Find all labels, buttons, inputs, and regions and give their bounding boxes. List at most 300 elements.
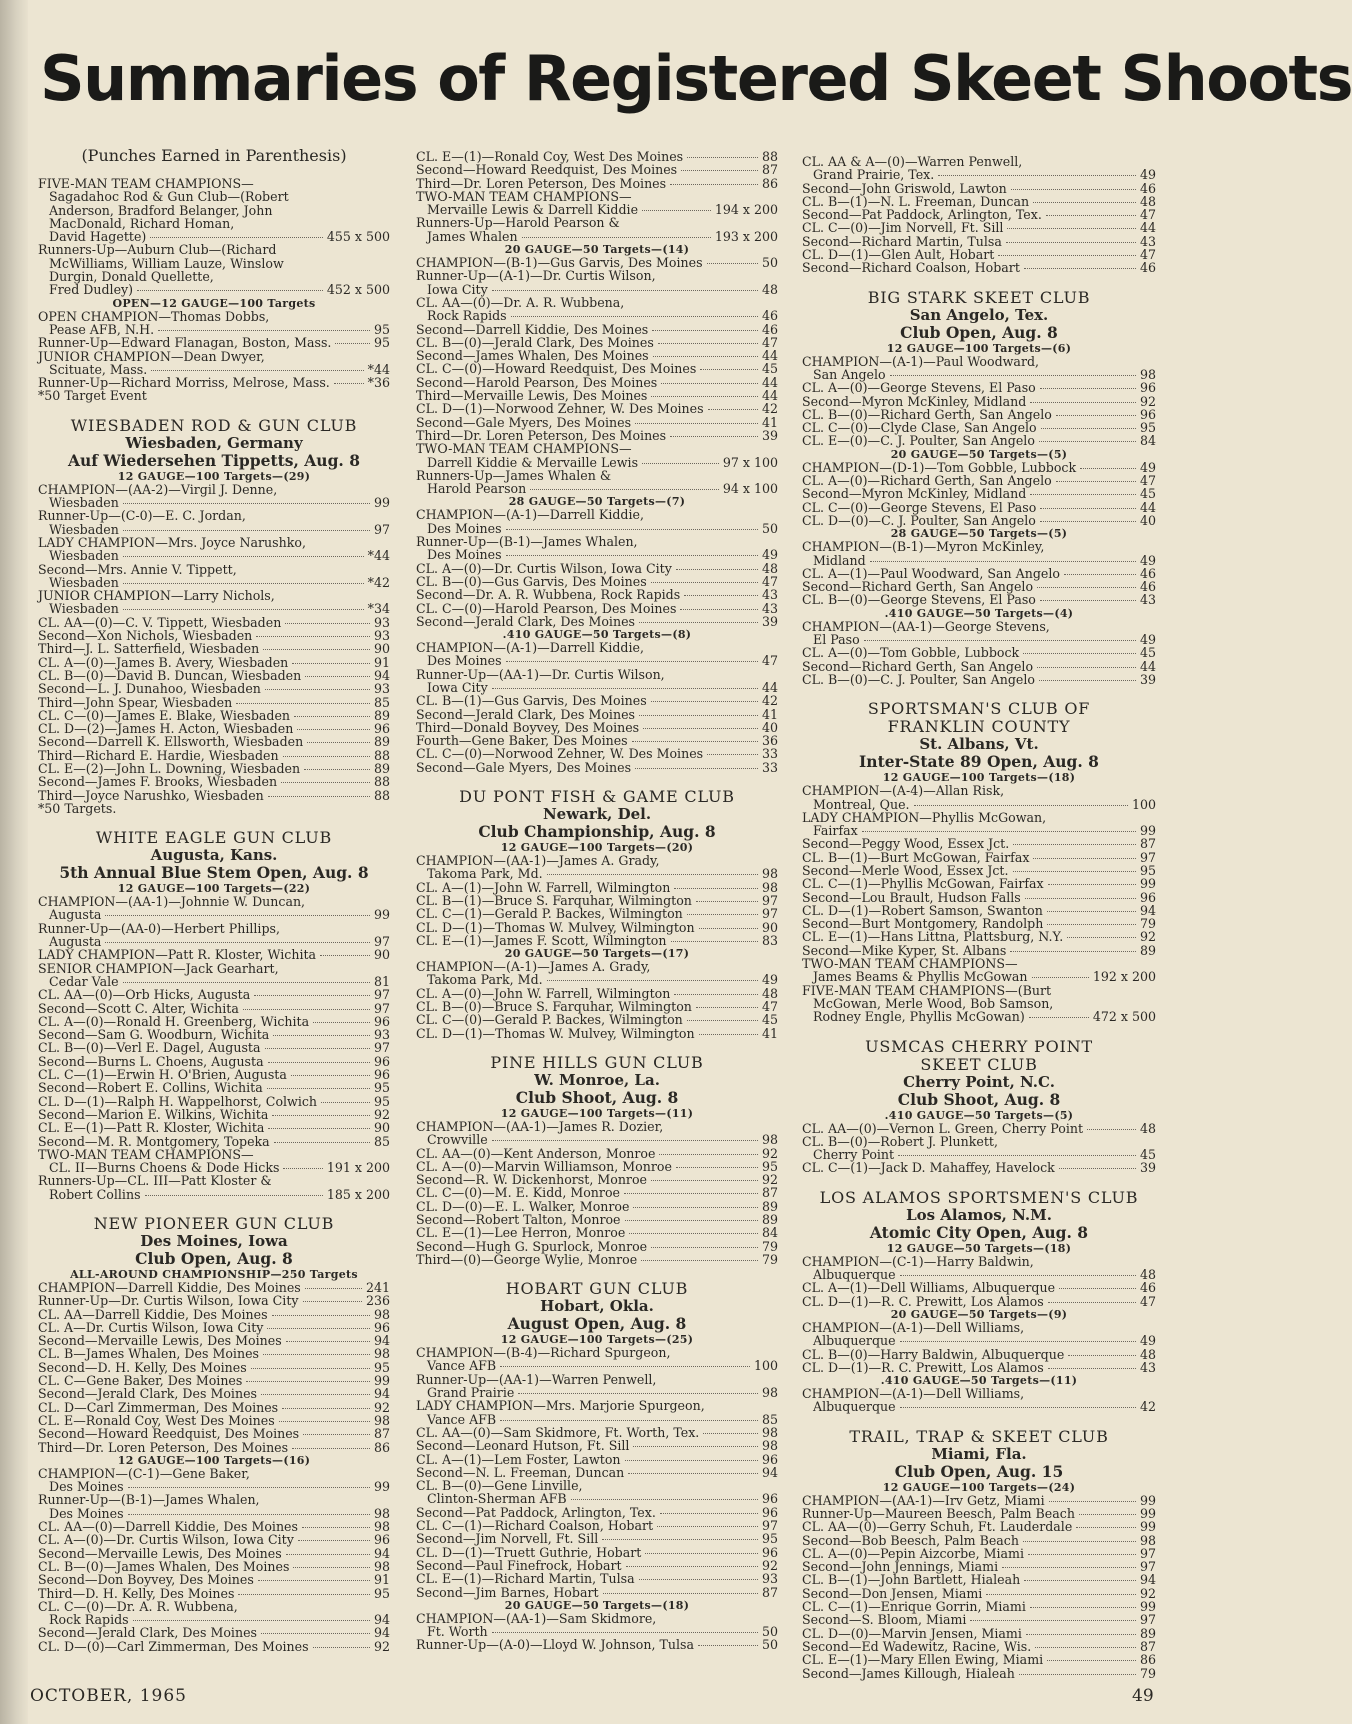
result-row	[38, 1560, 390, 1573]
result-score: 96	[761, 1451, 778, 1467]
result-row	[416, 747, 778, 760]
result-score: 44	[761, 679, 778, 695]
result-row	[802, 1494, 1156, 1507]
result-name: Second—Mervaille Lewis, Des Moines	[38, 1333, 282, 1349]
result-score: 192 x 200	[1092, 969, 1156, 985]
dot-leader	[123, 556, 364, 557]
event-heading: 12 GAUGE—100 Targets—(29)	[117, 469, 311, 483]
dot-leader	[321, 1102, 370, 1103]
result-name: CL. C—(1)—Richard Coalson, Hobart	[416, 1518, 654, 1534]
result-score: 85	[373, 694, 390, 710]
result-score: 49	[1139, 167, 1156, 183]
text-line: *50 Target Event	[38, 388, 147, 404]
dot-leader	[292, 663, 370, 664]
dot-leader	[123, 530, 370, 531]
club-name: DU PONT FISH & GAME CLUB	[459, 787, 735, 807]
result-name: Augusta	[49, 934, 102, 950]
result-score: 94	[373, 667, 390, 683]
event-heading: .410 GAUGE—50 Targets—(5)	[884, 1108, 1074, 1122]
dot-leader	[708, 409, 758, 410]
text-line: CHAMPION—(A-1)—James A. Grady,	[416, 959, 651, 975]
dot-leader	[633, 1446, 758, 1447]
result-score: 50	[761, 1624, 778, 1640]
event-name: Club Shoot, Aug. 8	[897, 1089, 1061, 1109]
result-name: CL. B—(0)—George Stevens, El Paso	[802, 592, 1036, 608]
result-name: Albuquerque	[813, 1267, 896, 1283]
result-score: 50	[761, 1637, 778, 1653]
result-name: Second—Paul Finefrock, Hobart	[416, 1557, 622, 1573]
result-name: CL. D—(1)—R. C. Prewitt, Los Alamos	[802, 1359, 1044, 1375]
dot-leader	[1033, 858, 1136, 859]
result-row	[38, 616, 390, 629]
result-score: 93	[373, 681, 390, 697]
result-name: CL. C—(1)—Gerald P. Backes, Wilmington	[416, 906, 683, 922]
result-row	[802, 1400, 1156, 1413]
result-score: 36	[761, 733, 778, 749]
dot-leader	[642, 210, 711, 211]
result-score: 98	[373, 1519, 390, 1535]
result-name: CL. B—(1)—Bruce S. Farquhar, Wilmington	[416, 892, 692, 908]
result-row	[38, 1334, 390, 1347]
result-row	[416, 654, 778, 667]
result-score: 97	[761, 906, 778, 922]
result-name: CL. A—(0)—James B. Avery, Wiesbaden	[38, 654, 289, 670]
text-line: CL. B—(0)—Robert J. Plunkett,	[802, 1133, 998, 1149]
result-row	[802, 461, 1156, 474]
result-score: 98	[761, 1424, 778, 1440]
result-row	[802, 1010, 1156, 1023]
result-score: 46	[1139, 579, 1156, 595]
text-line: CHAMPION—(B-4)—Richard Spurgeon,	[416, 1345, 671, 1361]
event-heading: 20 GAUGE—50 Targets—(9)	[890, 1307, 1068, 1321]
dot-leader	[304, 769, 370, 770]
event-heading: 12 GAUGE—100 Targets—(22)	[117, 882, 311, 896]
result-row	[802, 660, 1156, 673]
result-row	[416, 1027, 778, 1040]
column-1	[38, 145, 390, 1653]
dot-leader	[1064, 574, 1136, 575]
result-name: Takoma Park, Md.	[427, 972, 543, 988]
result-row	[38, 376, 390, 389]
result-name: CL. E—(0)—C. J. Poulter, San Angelo	[802, 433, 1035, 449]
dot-leader	[547, 980, 758, 981]
result-score: 88	[373, 787, 390, 803]
dot-leader	[243, 1009, 370, 1010]
dot-leader	[261, 1633, 370, 1634]
result-row	[416, 615, 778, 628]
result-row	[38, 549, 390, 562]
dot-leader	[696, 1007, 758, 1008]
dot-leader	[1041, 428, 1136, 429]
result-row	[416, 389, 778, 402]
dot-leader	[268, 1062, 370, 1063]
result-score: 92	[1139, 393, 1156, 409]
dot-leader	[286, 1554, 370, 1555]
result-name: LADY CHAMPION—Patt R. Kloster, Wichita	[38, 947, 317, 963]
text-line: CHAMPION—(AA-1)—James A. Grady,	[416, 853, 660, 869]
event-heading: 20 GAUGE—50 Targets—(18)	[504, 1598, 690, 1612]
subtitle: (Punches Earned in Parenthesis)	[81, 146, 347, 165]
result-name: Third—Dr. Loren Peterson, Des Moines	[416, 427, 667, 443]
dot-leader	[699, 1034, 758, 1035]
result-score: 79	[761, 1238, 778, 1254]
dot-leader	[128, 1487, 370, 1488]
dot-leader	[297, 729, 370, 730]
page-title: Summaries of Registered Skeet Shoots	[40, 42, 1352, 115]
dot-leader	[1006, 242, 1136, 243]
event-heading: 12 GAUGE—50 Targets—(18)	[886, 1241, 1072, 1255]
result-name: Fred Dudley)	[49, 282, 134, 298]
dot-leader	[684, 595, 758, 596]
dot-leader	[1030, 402, 1136, 403]
dot-leader	[291, 1075, 370, 1076]
dot-leader	[303, 1301, 362, 1302]
result-row	[416, 1426, 778, 1439]
result-score: 96	[373, 1319, 390, 1335]
result-row	[38, 988, 390, 1001]
result-name: CL. A—(0)—John W. Farrell, Wilmington	[416, 985, 671, 1001]
result-row	[38, 336, 390, 349]
result-row	[802, 851, 1156, 864]
dot-leader	[898, 1155, 1136, 1156]
result-name: CL. AA—(0)—Sam Skidmore, Ft. Worth, Tex.	[416, 1424, 700, 1440]
dot-leader	[265, 1048, 370, 1049]
result-name: CL. C—(0)—Gerald P. Backes, Wilmington	[416, 1012, 683, 1028]
club-location: Des Moines, Iowa	[140, 1232, 288, 1250]
result-row	[416, 907, 778, 920]
result-row	[802, 864, 1156, 877]
result-name: Second—Richard Martin, Tulsa	[802, 233, 1002, 249]
result-name: Second—Jerald Clark, Des Moines	[38, 1386, 257, 1402]
result-score: 241	[365, 1280, 390, 1295]
text-line: CHAMPION—(C-1)—Gene Baker,	[38, 1465, 250, 1481]
result-name: Runner-Up—(A-0)—Lloyd W. Johnson, Tulsa	[416, 1637, 695, 1653]
dot-leader	[1056, 481, 1136, 482]
result-row	[38, 1188, 390, 1201]
dot-leader	[1068, 1355, 1136, 1356]
result-name: Third—J. L. Satterfield, Wiesbaden	[38, 641, 260, 657]
dot-leader	[1037, 667, 1136, 668]
result-name: CL. E—Ronald Coy, West Des Moines	[38, 1412, 275, 1428]
result-name: Second—M. R. Montgomery, Topeka	[38, 1133, 270, 1149]
result-score: *42	[367, 574, 390, 590]
text-line: CL. B—(0)—Gene Linville,	[416, 1478, 583, 1494]
result-row	[802, 1627, 1156, 1640]
result-row	[802, 487, 1156, 500]
text-line: Sagadahoc Rod & Gun Club—(Robert	[49, 189, 289, 205]
result-score: 42	[761, 401, 778, 417]
result-score: 97	[1139, 1545, 1156, 1561]
dot-leader	[703, 1433, 758, 1434]
result-score: 84	[761, 1225, 778, 1241]
event-name: Club Open, Aug. 15	[894, 1461, 1064, 1481]
result-name: CL. D—(1)—Thomas W. Mulvey, Wilmington	[416, 1025, 695, 1041]
page-binding-edge	[0, 0, 28, 1724]
result-name: Des Moines	[49, 1505, 124, 1521]
result-name: Clinton-Sherman AFB	[427, 1491, 567, 1507]
result-score: 94 x 100	[722, 481, 778, 497]
result-row	[38, 682, 390, 695]
result-score: 94	[1139, 902, 1156, 918]
result-score: 89	[373, 707, 390, 723]
dot-leader	[1029, 1017, 1089, 1018]
result-score: 99	[373, 1373, 390, 1389]
result-name: Ft. Worth	[427, 1624, 488, 1640]
result-score: 33	[761, 746, 778, 762]
event-heading: 12 GAUGE—100 Targets—(24)	[882, 1480, 1076, 1494]
dot-leader	[1023, 653, 1136, 654]
result-row	[38, 1613, 390, 1626]
dot-leader	[1048, 884, 1136, 885]
result-name: Second—Scott C. Alter, Wichita	[38, 1000, 239, 1016]
dot-leader	[1030, 494, 1136, 495]
result-score: 93	[373, 628, 390, 644]
result-row	[38, 1441, 390, 1454]
result-score: 33	[761, 759, 778, 775]
result-score: *36	[367, 375, 390, 391]
result-score: 90	[761, 919, 778, 935]
result-row	[416, 1572, 778, 1585]
result-name: Second—Howard Reedquist, Des Moines	[38, 1426, 300, 1442]
result-score: 43	[1139, 592, 1156, 608]
result-score: 47	[761, 999, 778, 1015]
result-name: CL. D—(1)—Robert Samson, Swanton	[802, 902, 1043, 918]
event-heading: 12 GAUGE—100 Targets—(25)	[500, 1333, 694, 1347]
dot-leader	[698, 1645, 758, 1646]
result-row	[38, 1427, 390, 1440]
result-row	[802, 798, 1156, 811]
result-score: 49	[761, 972, 778, 988]
result-row	[802, 1361, 1156, 1374]
text-line: CHAMPION—(A-1)—Dell Williams,	[802, 1386, 1025, 1402]
dot-leader	[246, 1381, 370, 1382]
result-row	[802, 1667, 1156, 1680]
result-name: CL. A—(0)—Pepin Aizcorbe, Miami	[802, 1545, 1025, 1561]
result-row	[38, 722, 390, 735]
result-row	[802, 970, 1156, 983]
result-score: 472 x 500	[1092, 1009, 1156, 1025]
club-location: Hobart, Okla.	[540, 1297, 654, 1316]
result-name: CHAMPION—(AA-1)—Irv Getz, Miami	[802, 1492, 1045, 1508]
text-line: LADY CHAMPION—Mrs. Marjorie Spurgeon,	[416, 1398, 705, 1414]
result-score: 96	[1139, 406, 1156, 422]
dot-leader	[639, 1579, 758, 1580]
result-name: CL. AA—(0)—Darrell Kiddie, Des Moines	[38, 1519, 298, 1535]
result-score: 98	[761, 866, 778, 882]
result-row	[416, 177, 778, 190]
text-line: TWO-MAN TEAM CHAMPIONS—	[416, 441, 632, 457]
result-score: 49	[1139, 1333, 1156, 1349]
dot-leader	[286, 1341, 370, 1342]
dot-leader	[1024, 1580, 1136, 1581]
event-heading: OPEN—12 GAUGE—100 Targets	[112, 296, 316, 310]
dot-leader	[492, 290, 758, 291]
result-score: 96	[373, 1067, 390, 1083]
result-score: 98	[1139, 366, 1156, 382]
dot-leader	[890, 375, 1136, 376]
result-name: Second—Robert E. Collins, Wichita	[38, 1080, 263, 1096]
dot-leader	[267, 1088, 370, 1089]
result-name: CL. D—(0)—E. L. Walker, Monroe	[416, 1198, 630, 1214]
result-name: Second—Jerald Clark, Des Moines	[38, 1625, 257, 1641]
result-row	[802, 673, 1156, 686]
result-row	[38, 1640, 390, 1653]
club-name-continued: FRANKLIN COUNTY	[887, 717, 1071, 737]
result-score: 96	[761, 1504, 778, 1520]
result-row	[38, 1068, 390, 1081]
dot-leader	[293, 1567, 370, 1568]
text-line: CHAMPION—(A-1)—Dell Williams,	[802, 1319, 1025, 1335]
result-name: Robert Collins	[49, 1186, 141, 1202]
result-score: 81	[373, 973, 390, 989]
result-name: Second—Hugh G. Spurlock, Monroe	[416, 1238, 648, 1254]
result-name: Runner-Up—Dr. Curtis Wilson, Iowa City	[38, 1293, 299, 1309]
result-name: Second—John Griswold, Lawton	[802, 180, 1007, 196]
dot-leader	[645, 1553, 758, 1554]
result-score: 94	[373, 1612, 390, 1628]
result-score: 44	[1139, 499, 1156, 515]
dot-leader	[626, 1566, 758, 1567]
text-line: Anderson, Bradford Belanger, John	[49, 202, 273, 218]
club-name: TRAIL, TRAP & SKEET CLUB	[849, 1426, 1109, 1446]
result-name: Second—Mike Kyper, St. Albans	[802, 942, 1007, 958]
event-name: Club Open, Aug. 8	[135, 1249, 293, 1268]
dot-leader	[123, 503, 370, 504]
dot-leader	[870, 561, 1136, 562]
result-name: Darrell Kiddie & Mervaille Lewis	[427, 454, 639, 470]
result-name: Second—John Jennings, Miami	[802, 1559, 999, 1575]
result-score: 48	[1139, 1346, 1156, 1362]
result-row	[38, 363, 390, 376]
result-row	[416, 230, 778, 243]
club-name: BIG STARK SKEET CLUB	[867, 287, 1091, 307]
event-name: August Open, Aug. 8	[507, 1314, 687, 1334]
result-score: 47	[1139, 473, 1156, 489]
result-name: CL. D—(1)—Ralph H. Wappelhorst, Colwich	[38, 1093, 318, 1109]
result-row	[802, 1268, 1156, 1281]
dot-leader	[1037, 587, 1136, 588]
text-line: Runner-Up—(B-1)—James Whalen,	[416, 534, 638, 550]
result-name: Second—Richard Gerth, San Angelo	[802, 579, 1034, 595]
club-name: HOBART GUN CLUB	[505, 1279, 689, 1299]
dot-leader	[1011, 189, 1136, 190]
result-score: 97	[373, 1040, 390, 1056]
text-line: *50 Targets.	[38, 800, 117, 816]
result-score: 98	[373, 1306, 390, 1322]
result-name: Second—Bob Beesch, Palm Beach	[802, 1532, 1019, 1548]
result-score: 95	[373, 1093, 390, 1109]
result-name: CL. B—(0)—Harry Baldwin, Albuquerque	[802, 1346, 1065, 1362]
result-row	[416, 150, 778, 163]
result-row	[802, 904, 1156, 917]
result-score: 94	[1139, 1572, 1156, 1588]
result-row	[416, 1160, 778, 1173]
result-score: 95	[1139, 862, 1156, 878]
result-name: Wiesbaden	[49, 521, 119, 537]
dot-leader	[320, 955, 370, 956]
result-row	[802, 824, 1156, 837]
dot-leader	[279, 1421, 370, 1422]
dot-leader	[1076, 1527, 1136, 1528]
dot-leader	[238, 1594, 370, 1595]
result-row	[38, 323, 390, 336]
result-row	[38, 735, 390, 748]
event-heading: 12 GAUGE—100 Targets—(6)	[886, 341, 1072, 355]
dot-leader	[236, 703, 370, 704]
dot-leader	[658, 343, 758, 344]
result-score: 94	[373, 1333, 390, 1349]
result-name: Runner-Up—Richard Morriss, Melrose, Mass.	[38, 375, 330, 391]
result-score: 99	[1139, 876, 1156, 892]
result-score: 99	[1139, 1519, 1156, 1535]
text-line: FIVE-MAN TEAM CHAMPIONS—(Burt	[802, 982, 1052, 998]
text-line: CHAMPION—(C-1)—Harry Baldwin,	[802, 1253, 1034, 1269]
result-score: 99	[373, 1479, 390, 1495]
dot-leader	[263, 1354, 370, 1355]
result-name: CL. B—(0)—C. J. Poulter, San Angelo	[802, 671, 1035, 687]
result-row	[416, 349, 778, 362]
dot-leader	[676, 569, 758, 570]
result-name: Second—Darrell K. Ellsworth, Wiesbaden	[38, 734, 304, 750]
result-name: Des Moines	[427, 520, 502, 536]
dot-leader	[285, 623, 370, 624]
dot-leader	[639, 622, 758, 623]
result-score: 96	[373, 1532, 390, 1548]
result-name: Second—Howard Reedquist, Des Moines	[416, 162, 678, 178]
result-score: 41	[761, 706, 778, 722]
result-name: CL. B—(0)—Verl E. Dagel, Augusta	[38, 1040, 261, 1056]
result-row	[38, 1015, 390, 1028]
result-row	[416, 588, 778, 601]
event-heading: 20 GAUGE—50 Targets—(17)	[504, 947, 690, 961]
result-score: 44	[761, 388, 778, 404]
result-score: 100	[1131, 796, 1156, 812]
result-name: Rock Rapids	[427, 308, 507, 324]
result-row	[38, 629, 390, 642]
text-line: CHAMPION—(A-1)—Darrell Kiddie,	[416, 507, 644, 523]
result-score: 90	[373, 947, 390, 963]
result-score: 191 x 200	[326, 1160, 390, 1176]
result-row	[802, 1640, 1156, 1653]
club-name-continued: SKEET CLUB	[920, 1054, 1038, 1074]
result-score: 45	[1139, 645, 1156, 661]
result-name: Wiesbaden	[49, 548, 119, 564]
result-row	[802, 421, 1156, 434]
result-score: 39	[1139, 671, 1156, 687]
result-row	[38, 1055, 390, 1068]
result-name: Grand Prairie, Tex.	[813, 167, 935, 183]
result-row	[802, 221, 1156, 234]
result-name: Second—Jim Norvell, Ft. Sill	[416, 1531, 599, 1547]
result-score: 87	[1139, 1638, 1156, 1654]
text-line: CHAMPION—(AA-1)—Johnnie W. Duncan,	[38, 894, 306, 910]
result-name: CL. B—(0)—James Whalen, Des Moines	[38, 1558, 290, 1574]
result-row	[38, 1161, 390, 1174]
dot-leader	[123, 609, 364, 610]
result-score: 49	[1139, 459, 1156, 475]
event-heading: 12 GAUGE—100 Targets—(11)	[500, 1106, 694, 1120]
result-row	[802, 1573, 1156, 1586]
result-score: 87	[761, 1185, 778, 1201]
result-name: CL. B—(0)—Jerald Clark, Des Moines	[416, 334, 654, 350]
result-row	[802, 1122, 1156, 1135]
club-name: WIESBADEN ROD & GUN CLUB	[70, 415, 358, 435]
result-score: 97	[1139, 1612, 1156, 1628]
result-score: 42	[1139, 1399, 1156, 1415]
dot-leader	[1047, 1660, 1136, 1661]
result-row	[416, 708, 778, 721]
club-location: Cherry Point, N.C.	[903, 1072, 1055, 1091]
